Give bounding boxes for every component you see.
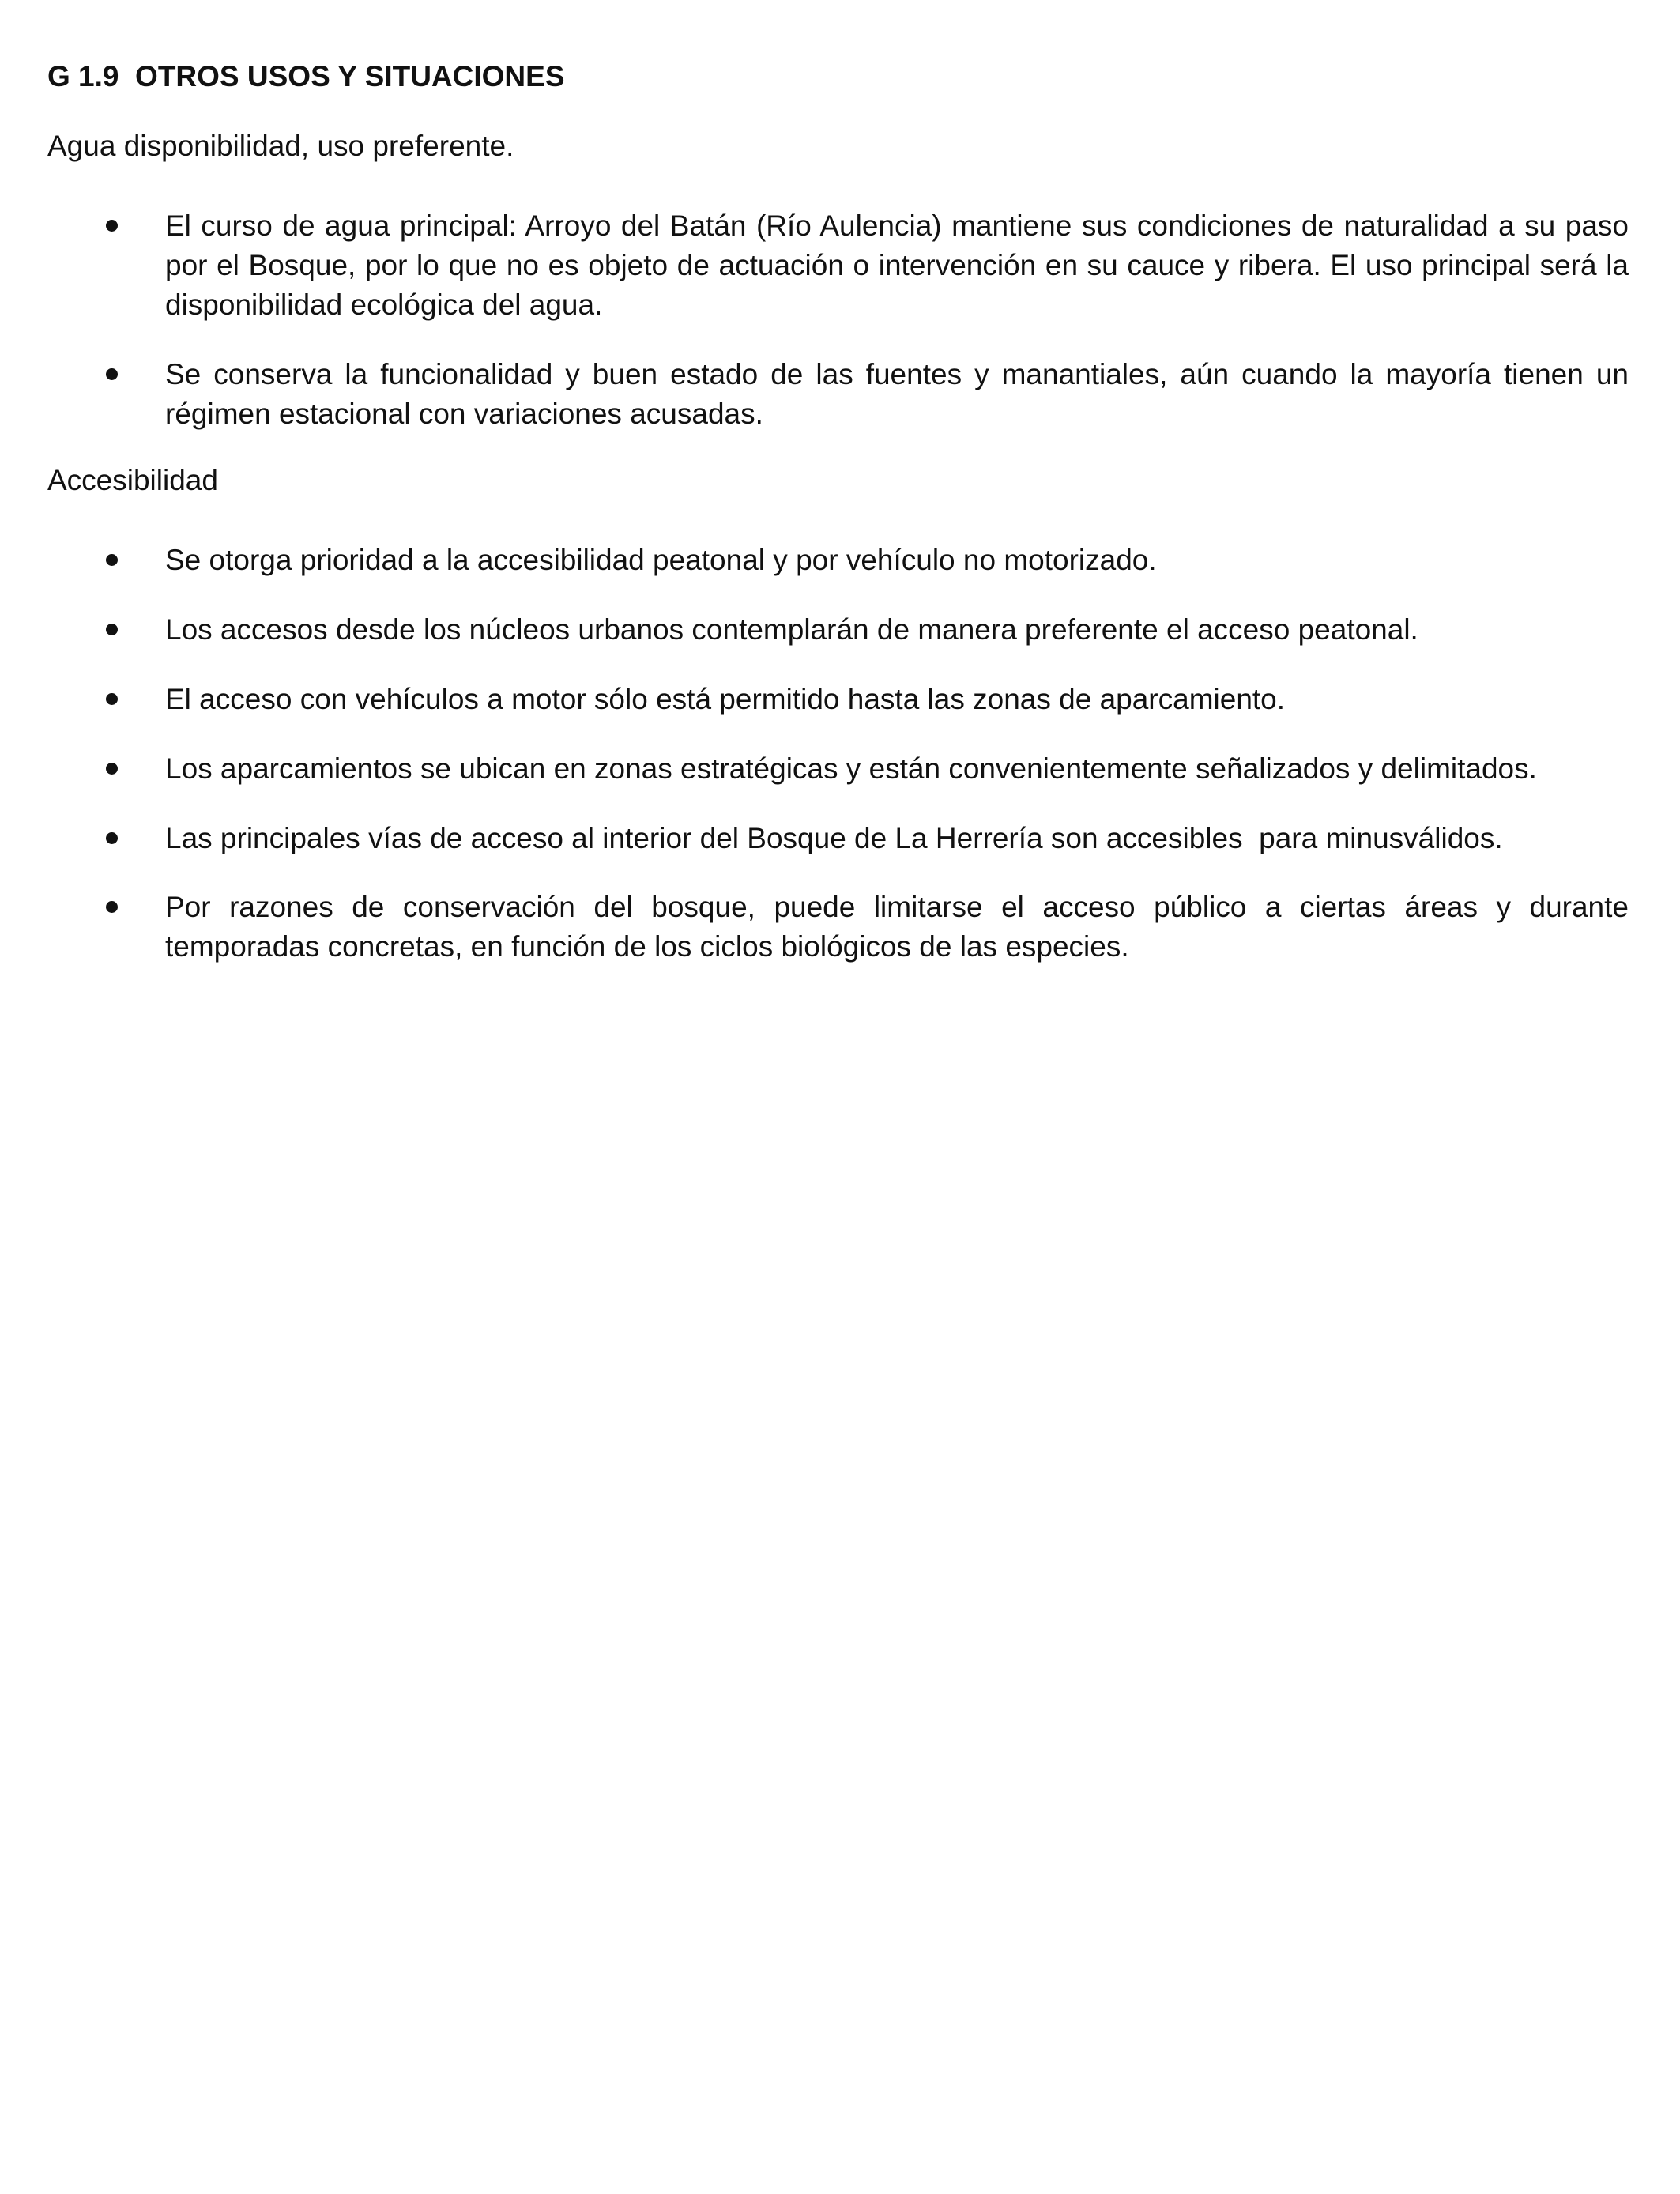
bullet-icon	[106, 901, 118, 913]
list-item-text: Los aparcamientos se ubican en zonas estratégicas y están convenientemente señalizados y delimitados.	[165, 752, 1537, 785]
list-item-text: Se otorga prioridad a la accesibilidad peatonal y por vehículo no motorizado.	[165, 544, 1157, 576]
list-item-text: El curso de agua principal: Arroyo del Batán (Río Aulencia) mantiene sus condiciones de naturalidad a su paso por el Bosque, por lo que no es objeto de actuación o intervención en su cauce y ribera. El uso principal será la disponibilidad ecológica del agua.	[165, 209, 1637, 321]
list-item-text: El acceso con vehículos a motor sólo está permitido hasta las zonas de aparcamiento.	[165, 683, 1286, 715]
list-item-text: Por razones de conservación del bosque, puede limitarse el acceso público a ciertas áreas y durante temporadas concretas, en función de los ciclos biológicos de las especies.	[165, 891, 1637, 963]
subsection-title-water: Agua disponibilidad, uso preferente.	[47, 130, 514, 162]
bullet-icon	[106, 832, 118, 844]
bullet-icon	[106, 554, 118, 566]
bullet-icon	[106, 763, 118, 775]
bullet-icon	[106, 220, 118, 232]
bullet-icon	[106, 693, 118, 705]
bullet-icon	[106, 624, 118, 635]
section-heading: G 1.9 OTROS USOS Y SITUACIONES	[47, 60, 565, 92]
subsection-title-accessibility: Accesibilidad	[47, 464, 218, 496]
list-item-text: Se conserva la funcionalidad y buen estado de las fuentes y manantiales, aún cuando la mayoría tienen un régimen estacional con variaciones acusadas.	[165, 358, 1637, 430]
list-item-text: Los accesos desde los núcleos urbanos contemplarán de manera preferente el acceso peatonal.	[165, 613, 1418, 646]
bullet-icon	[106, 368, 118, 380]
list-item-text: Las principales vías de acceso al interior del Bosque de La Herrería son accesibles para minusválidos.	[165, 822, 1503, 854]
